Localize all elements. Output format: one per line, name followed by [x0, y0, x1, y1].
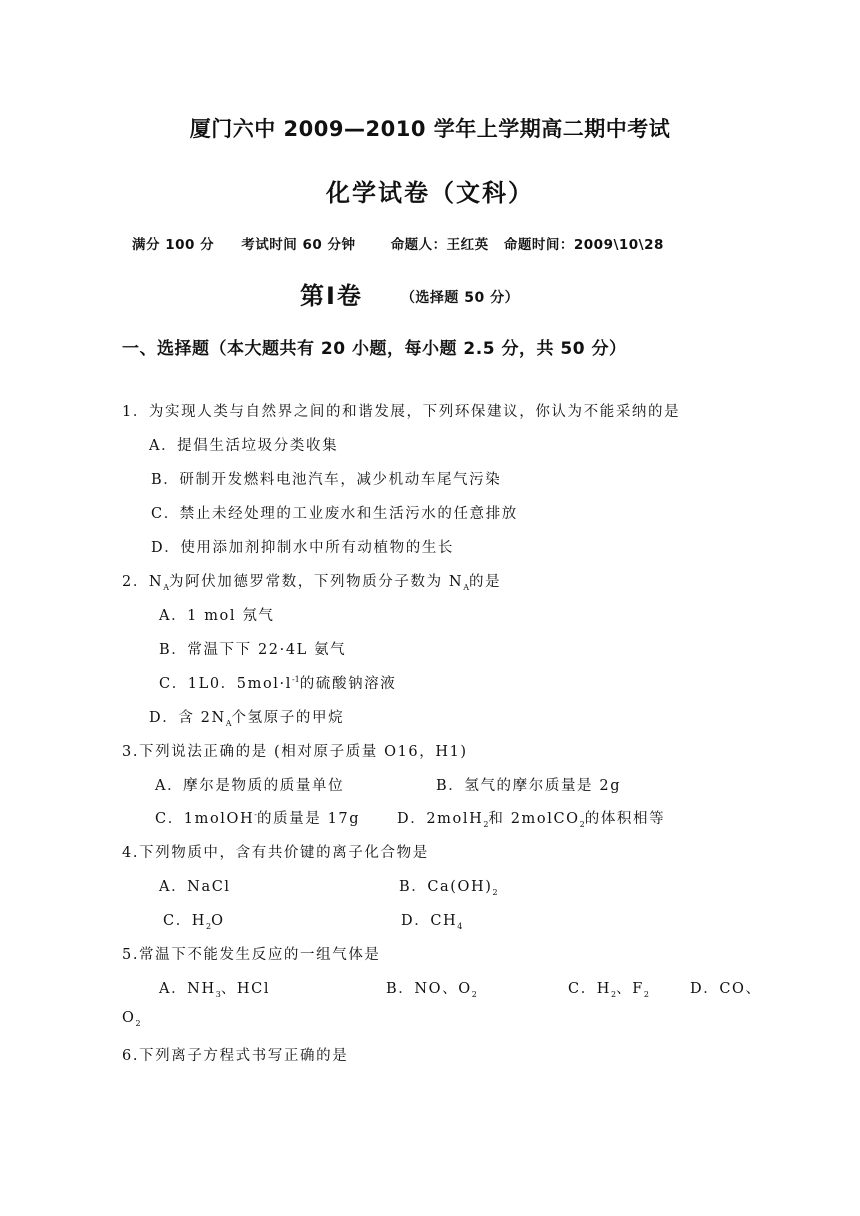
q3-option-c	[155, 807, 360, 828]
q2-option-c	[159, 672, 396, 693]
q2-c-sup: -1	[291, 675, 300, 685]
q2-c-part: 的硫酸钠溶液	[299, 676, 397, 692]
q5-b-part: B．NO、O	[386, 981, 472, 997]
q4-b-sub: 2	[492, 887, 498, 897]
exam-meta	[132, 233, 686, 253]
q3-d-part: 和 2molCO	[488, 811, 580, 827]
q5-option-b	[386, 977, 477, 999]
full-score: 满分 100 分	[132, 237, 215, 253]
q1-option-c: C．禁止未经处理的工业废水和生活污水的任意排放	[151, 506, 518, 522]
section-title: 一、选择题（本大题共有 20 小题，每小题 2.5 分，共 50 分）	[122, 339, 627, 359]
q4-d-part: D．CH	[401, 913, 458, 929]
q2-stem-part: 的是	[468, 574, 502, 590]
q5-a-part: 、HCl	[220, 981, 271, 997]
q3-stem: 3.下列说法正确的是 (相对原子质量 O16，H1)	[122, 744, 468, 760]
q4-b-part: B．Ca(OH)	[399, 879, 493, 895]
q5-option-d: D．CO、	[690, 981, 762, 997]
q2-d-part: 个氢原子的甲烷	[231, 710, 345, 726]
q1-option-d: D．使用添加剂抑制水中所有动植物的生长	[151, 540, 455, 556]
q4-c-part: C．H	[163, 913, 207, 929]
q5-c-part: 、F	[616, 981, 644, 997]
q5-a-sub: 3	[215, 989, 221, 999]
q5-option-d-wrap	[122, 1010, 141, 1028]
q5-c-part: C．H	[568, 981, 612, 997]
volume-subtitle: （选择题 50 分）	[400, 290, 520, 306]
school-exam-title: 厦门六中 2009—2010 学年上学期高二期中考试	[189, 117, 671, 141]
q4-d-sub: 4	[457, 921, 463, 931]
q2-option-a: A．1 mol 氖气	[159, 608, 275, 624]
volume-heading	[300, 276, 519, 311]
q3-d-sub: 2	[579, 819, 585, 829]
q5-c-sub: 2	[643, 989, 649, 999]
q5-d-wrap-sub: 2	[135, 1018, 141, 1028]
q2-stem-sub: A	[163, 582, 169, 592]
exam-time: 考试时间 60 分钟	[241, 237, 356, 253]
q5-stem: 5.常温下不能发生反应的一组气体是	[122, 947, 381, 963]
q5-option-a	[159, 977, 270, 999]
q4-c-part: O	[211, 913, 225, 929]
q3-c-sup: -	[254, 810, 257, 820]
q2-stem-sub: A	[463, 582, 469, 592]
q2-d-sub: A	[225, 718, 232, 728]
q3-c-part: C．1molOH	[155, 811, 255, 827]
q3-c-part: 的质量是 17g	[256, 811, 361, 827]
q3-option-d	[397, 807, 665, 829]
q4-option-b	[399, 875, 498, 897]
q3-option-b: B．氢气的摩尔质量是 2g	[436, 778, 622, 794]
q1-option-a: A．提倡生活垃圾分类收集	[149, 438, 339, 454]
author: 命题人：王红英	[390, 237, 489, 253]
q2-d-part: D．含 2N	[149, 710, 226, 726]
q2-stem	[122, 570, 501, 592]
q2-stem-part: 2．N	[122, 574, 164, 590]
q3-d-sub: 2	[483, 819, 489, 829]
q3-d-part: 的体积相等	[584, 811, 666, 827]
q2-option-b: B．常温下下 22·4L 氨气	[159, 642, 347, 658]
q5-d-wrap-part: O	[122, 1010, 136, 1026]
q1-option-b: B．研制开发燃料电池汽车，减少机动车尾气污染	[151, 472, 502, 488]
q3-option-a: A．摩尔是物质的质量单位	[155, 778, 345, 794]
q4-stem: 4.下列物质中，含有共价键的离子化合物是	[122, 845, 429, 861]
q4-c-sub: 2	[206, 921, 212, 931]
volume-title: 第Ⅰ卷	[300, 282, 363, 310]
q4-option-d	[401, 909, 462, 931]
q4-option-c	[163, 909, 225, 931]
q4-option-a: A．NaCl	[159, 879, 231, 895]
q5-c-sub: 2	[611, 989, 617, 999]
q2-option-d	[149, 706, 344, 728]
q2-stem-part: 为阿伏加德罗常数，下列物质分子数为 N	[169, 574, 464, 590]
q5-option-c	[568, 977, 649, 999]
q3-d-part: D．2molH	[397, 811, 484, 827]
paper-title: 化学试卷（文科）	[326, 179, 534, 207]
date: 命题时间：2009\10\28	[503, 237, 664, 253]
q1-stem: 1．为实现人类与自然界之间的和谐发展，下列环保建议，你认为不能采纳的是	[122, 404, 681, 420]
q6-stem: 6.下列离子方程式书写正确的是	[122, 1048, 349, 1064]
q5-b-sub: 2	[471, 989, 477, 999]
q5-a-part: A．NH	[159, 981, 216, 997]
q2-c-part: C．1L0．5mol·l	[159, 676, 292, 692]
